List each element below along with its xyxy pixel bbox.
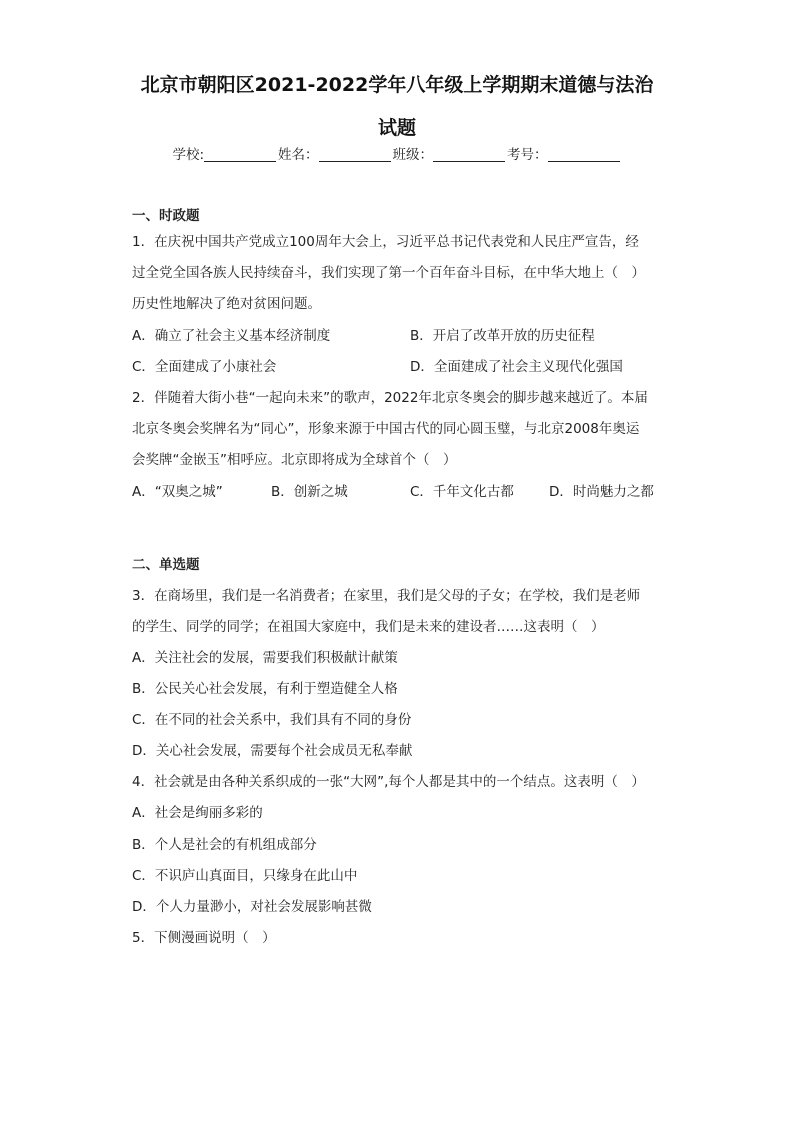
number-blank[interactable] [548, 147, 620, 162]
school-label: 学校: [172, 147, 205, 163]
section-heading-single-choice: 二、单选题 [132, 557, 200, 573]
question-3-option-c: C．在不同的社会关系中，我们具有不同的身份 [132, 712, 412, 728]
question-1-text: 历史性地解决了绝对贫困问题。 [132, 296, 321, 312]
question-3-option-d: D．关心社会发展，需要每个社会成员无私奉献 [132, 743, 413, 759]
question-4-option-d: D．个人力量渺小，对社会发展影响甚微 [132, 899, 372, 915]
question-2-option-b: B．创新之城 [271, 484, 348, 500]
question-2-option-a: A．“双奥之城” [132, 484, 223, 500]
question-3-option-b: B．公民关心社会发展，有利于塑造健全人格 [132, 681, 398, 697]
question-1-option-b: B．开启了改革开放的历史征程 [410, 328, 595, 344]
question-4-option-a: A．社会是绚丽多彩的 [132, 805, 263, 821]
question-1-option-a: A．确立了社会主义基本经济制度 [132, 328, 331, 344]
student-info-row [0, 143, 794, 163]
question-2-text: 会奖牌“金嵌玉”相呼应。北京即将成为全球首个（ ） [132, 452, 457, 468]
class-blank[interactable] [433, 147, 505, 162]
question-4-option-b: B．个人是社会的有机组成部分 [132, 837, 317, 853]
question-2-option-d: D．时尚魅力之都 [549, 484, 654, 500]
name-label: 姓名： [278, 147, 319, 163]
name-blank[interactable] [319, 147, 391, 162]
question-1-option-c: C．全面建成了小康社会 [132, 359, 277, 375]
question-1-text: 过全党全国各族人民持续奋斗，我们实现了第一个百年奋斗目标，在中华大地上（ ） [132, 265, 645, 281]
exam-title-continued: 试题 [377, 117, 416, 139]
number-label: 考号： [507, 147, 548, 163]
section-heading-current-affairs: 一、时政题 [132, 208, 200, 224]
question-4-option-c: C．不识庐山真面目，只缘身在此山中 [132, 868, 358, 884]
question-3-text: 的学生、同学的同学；在祖国大家庭中，我们是未来的建设者……这表明（ ） [132, 619, 605, 635]
question-5-text: 5．下侧漫画说明（ ） [132, 930, 276, 946]
question-2-text: 北京冬奥会奖牌名为“同心”，形象来源于中国古代的同心圆玉璧，与北京2008年奥运 [132, 421, 640, 437]
question-1-option-d: D．全面建成了社会主义现代化强国 [410, 359, 623, 375]
question-3-option-a: A．关注社会的发展，需要我们积极献计献策 [132, 650, 398, 666]
question-4-text: 4．社会就是由各种关系织成的一张“大网”,每个人都是其中的一个结点。这表明（ ） [132, 774, 645, 790]
class-label: 班级： [392, 147, 434, 163]
question-2-option-c: C．千年文化古都 [410, 484, 514, 500]
exam-title: 北京市朝阳区2021-2022学年八年级上学期期末道德与法治 [140, 74, 654, 96]
school-blank[interactable] [204, 147, 276, 162]
question-3-text: 3．在商场里，我们是一名消费者；在家里，我们是父母的子女；在学校，我们是老师 [132, 588, 641, 604]
question-2-text: 2．伴随着大街小巷“一起向未来”的歌声，2022年北京冬奥会的脚步越来越近了。本届 [132, 390, 648, 406]
question-1-text: 1．在庆祝中国共产党成立100周年大会上，习近平总书记代表党和人民庄严宣告，经 [132, 234, 639, 250]
